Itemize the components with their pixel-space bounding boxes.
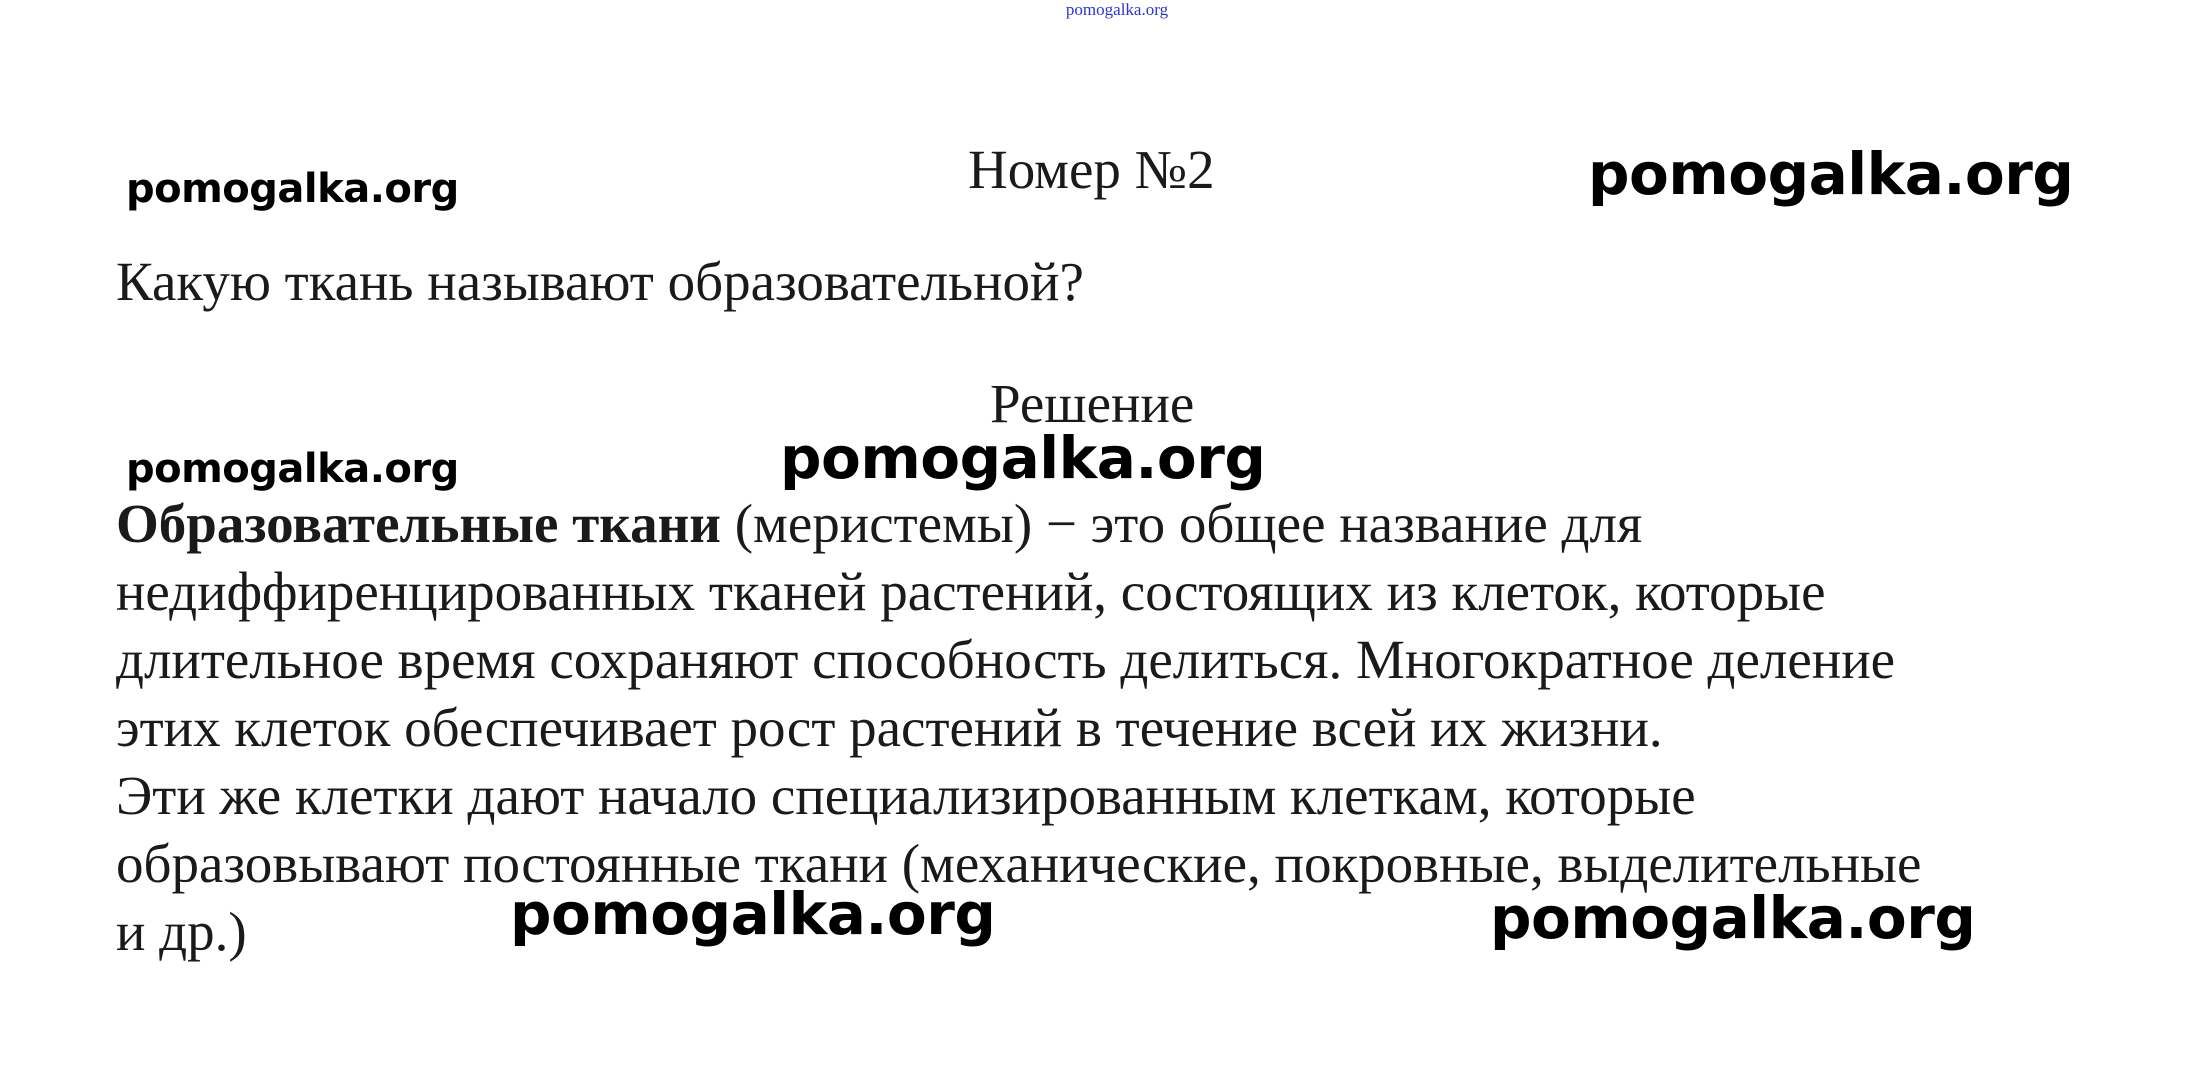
answer-line-6: образовывают постоянные ткани (механические, покровные, выделительные	[116, 833, 1922, 894]
answer-line-2: недиффиренцированных тканей растений, состоящих из клеток, которые	[116, 561, 1826, 622]
solution-title: Решение	[990, 373, 1195, 434]
answer-line-3: длительное время сохраняют способность делиться. Многократное деление	[116, 629, 1896, 690]
watermark-bottom-center: pomogalka.org	[510, 880, 996, 948]
page-heading: Номер №2	[968, 139, 1215, 200]
source-link[interactable]: pomogalka.org	[1065, 0, 1169, 19]
watermark-mid-center: pomogalka.org	[780, 424, 1266, 492]
answer-line-5: Эти же клетки дают начало специализированным клеткам, которые	[116, 765, 1696, 826]
watermark-mid-left: pomogalka.org	[126, 446, 459, 492]
answer-line-1	[116, 490, 2116, 558]
answer-term: Образовательные ткани	[116, 493, 721, 554]
watermark-top-right: pomogalka.org	[1588, 140, 2074, 208]
question-text: Какую ткань называют образовательной?	[116, 251, 1084, 312]
watermark-top-left: pomogalka.org	[126, 166, 459, 212]
answer-line-1-rest: (меристемы) − это общее название для	[720, 493, 1643, 554]
answer-line-7: и др.)	[116, 901, 247, 962]
watermark-bottom-right: pomogalka.org	[1490, 884, 1976, 952]
answer-line-4: этих клеток обеспечивает рост растений в течение всей их жизни.	[116, 697, 1663, 758]
